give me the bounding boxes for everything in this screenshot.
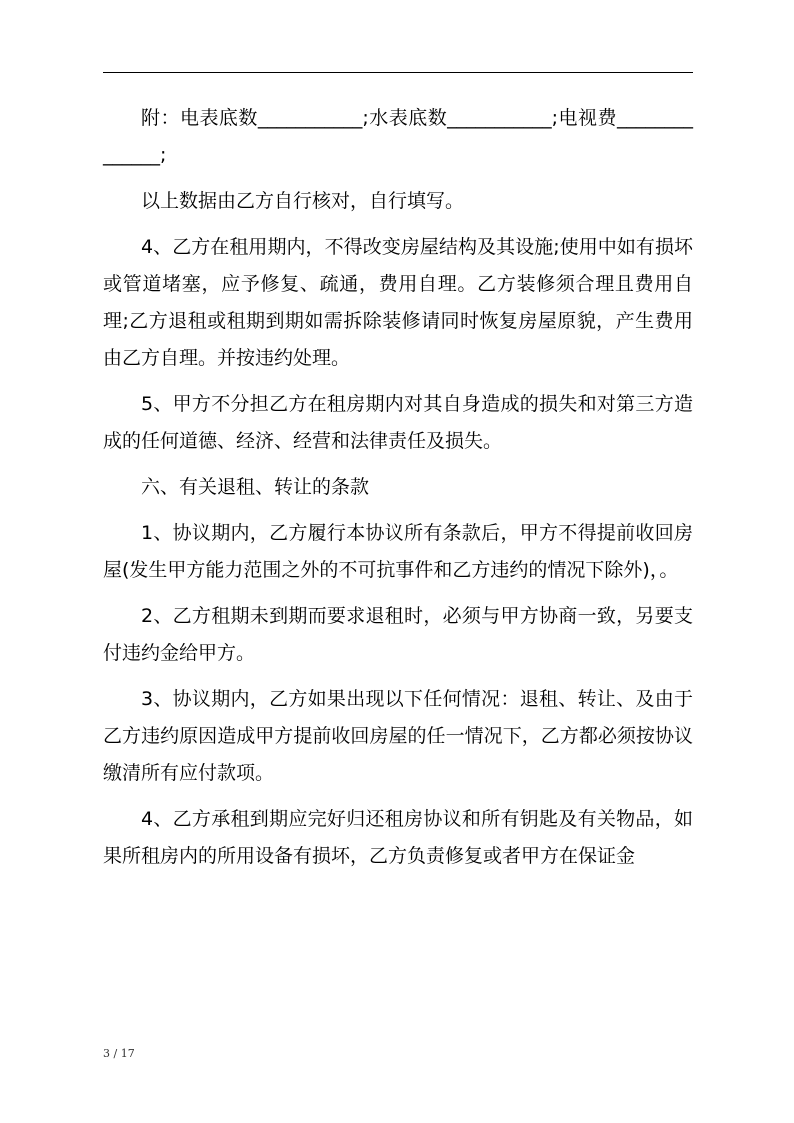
page-number: 3 / 17 bbox=[103, 1047, 135, 1060]
section-6-clause-2-paragraph: 2、乙方租期未到期而要求退租时，必须与甲方协商一致，另要支付违约金给甲方。 bbox=[103, 605, 693, 664]
header-rule bbox=[103, 72, 693, 73]
self-verify-paragraph: 以上数据由乙方自行核对，自行填写。 bbox=[141, 190, 465, 212]
meter-readings-paragraph: 附：电表底数___________;水表底数___________;电视费______________; bbox=[103, 107, 693, 166]
section-6-clause-1-paragraph: 1、协议期内，乙方履行本协议所有条款后，甲方不得提前收回房屋(发生甲方能力范围之外的不可抗事件和乙方违约的情况下除外)，。 bbox=[103, 522, 693, 581]
document-body bbox=[103, 100, 693, 875]
section-6-clause-4-paragraph: 4、乙方承租到期应完好归还租房协议和所有钥匙及有关物品，如果所租房内的所用设备有损坏，乙方负责修复或者甲方在保证金 bbox=[103, 808, 693, 867]
clause-4-paragraph: 4、乙方在租用期内，不得改变房屋结构及其设施;使用中如有损坏或管道堵塞，应予修复、疏通，费用自理。乙方装修须合理且费用自理;乙方退租或租期到期如需拆除装修请同时恢复房屋原貌，产生费用由乙方自理。并按违约处理。 bbox=[103, 236, 693, 369]
section-6-heading: 六、有关退租、转让的条款 bbox=[141, 476, 370, 498]
clause-5-paragraph: 5、甲方不分担乙方在租房期内对其自身造成的损失和对第三方造成的任何道德、经济、经营和法律责任及损失。 bbox=[103, 393, 693, 452]
section-6-clause-3-paragraph: 3、协议期内，乙方如果出现以下任何情况：退租、转让、及由于乙方违约原因造成甲方提前收回房屋的任一情况下，乙方都必须按协议缴清所有应付款项。 bbox=[103, 688, 693, 784]
